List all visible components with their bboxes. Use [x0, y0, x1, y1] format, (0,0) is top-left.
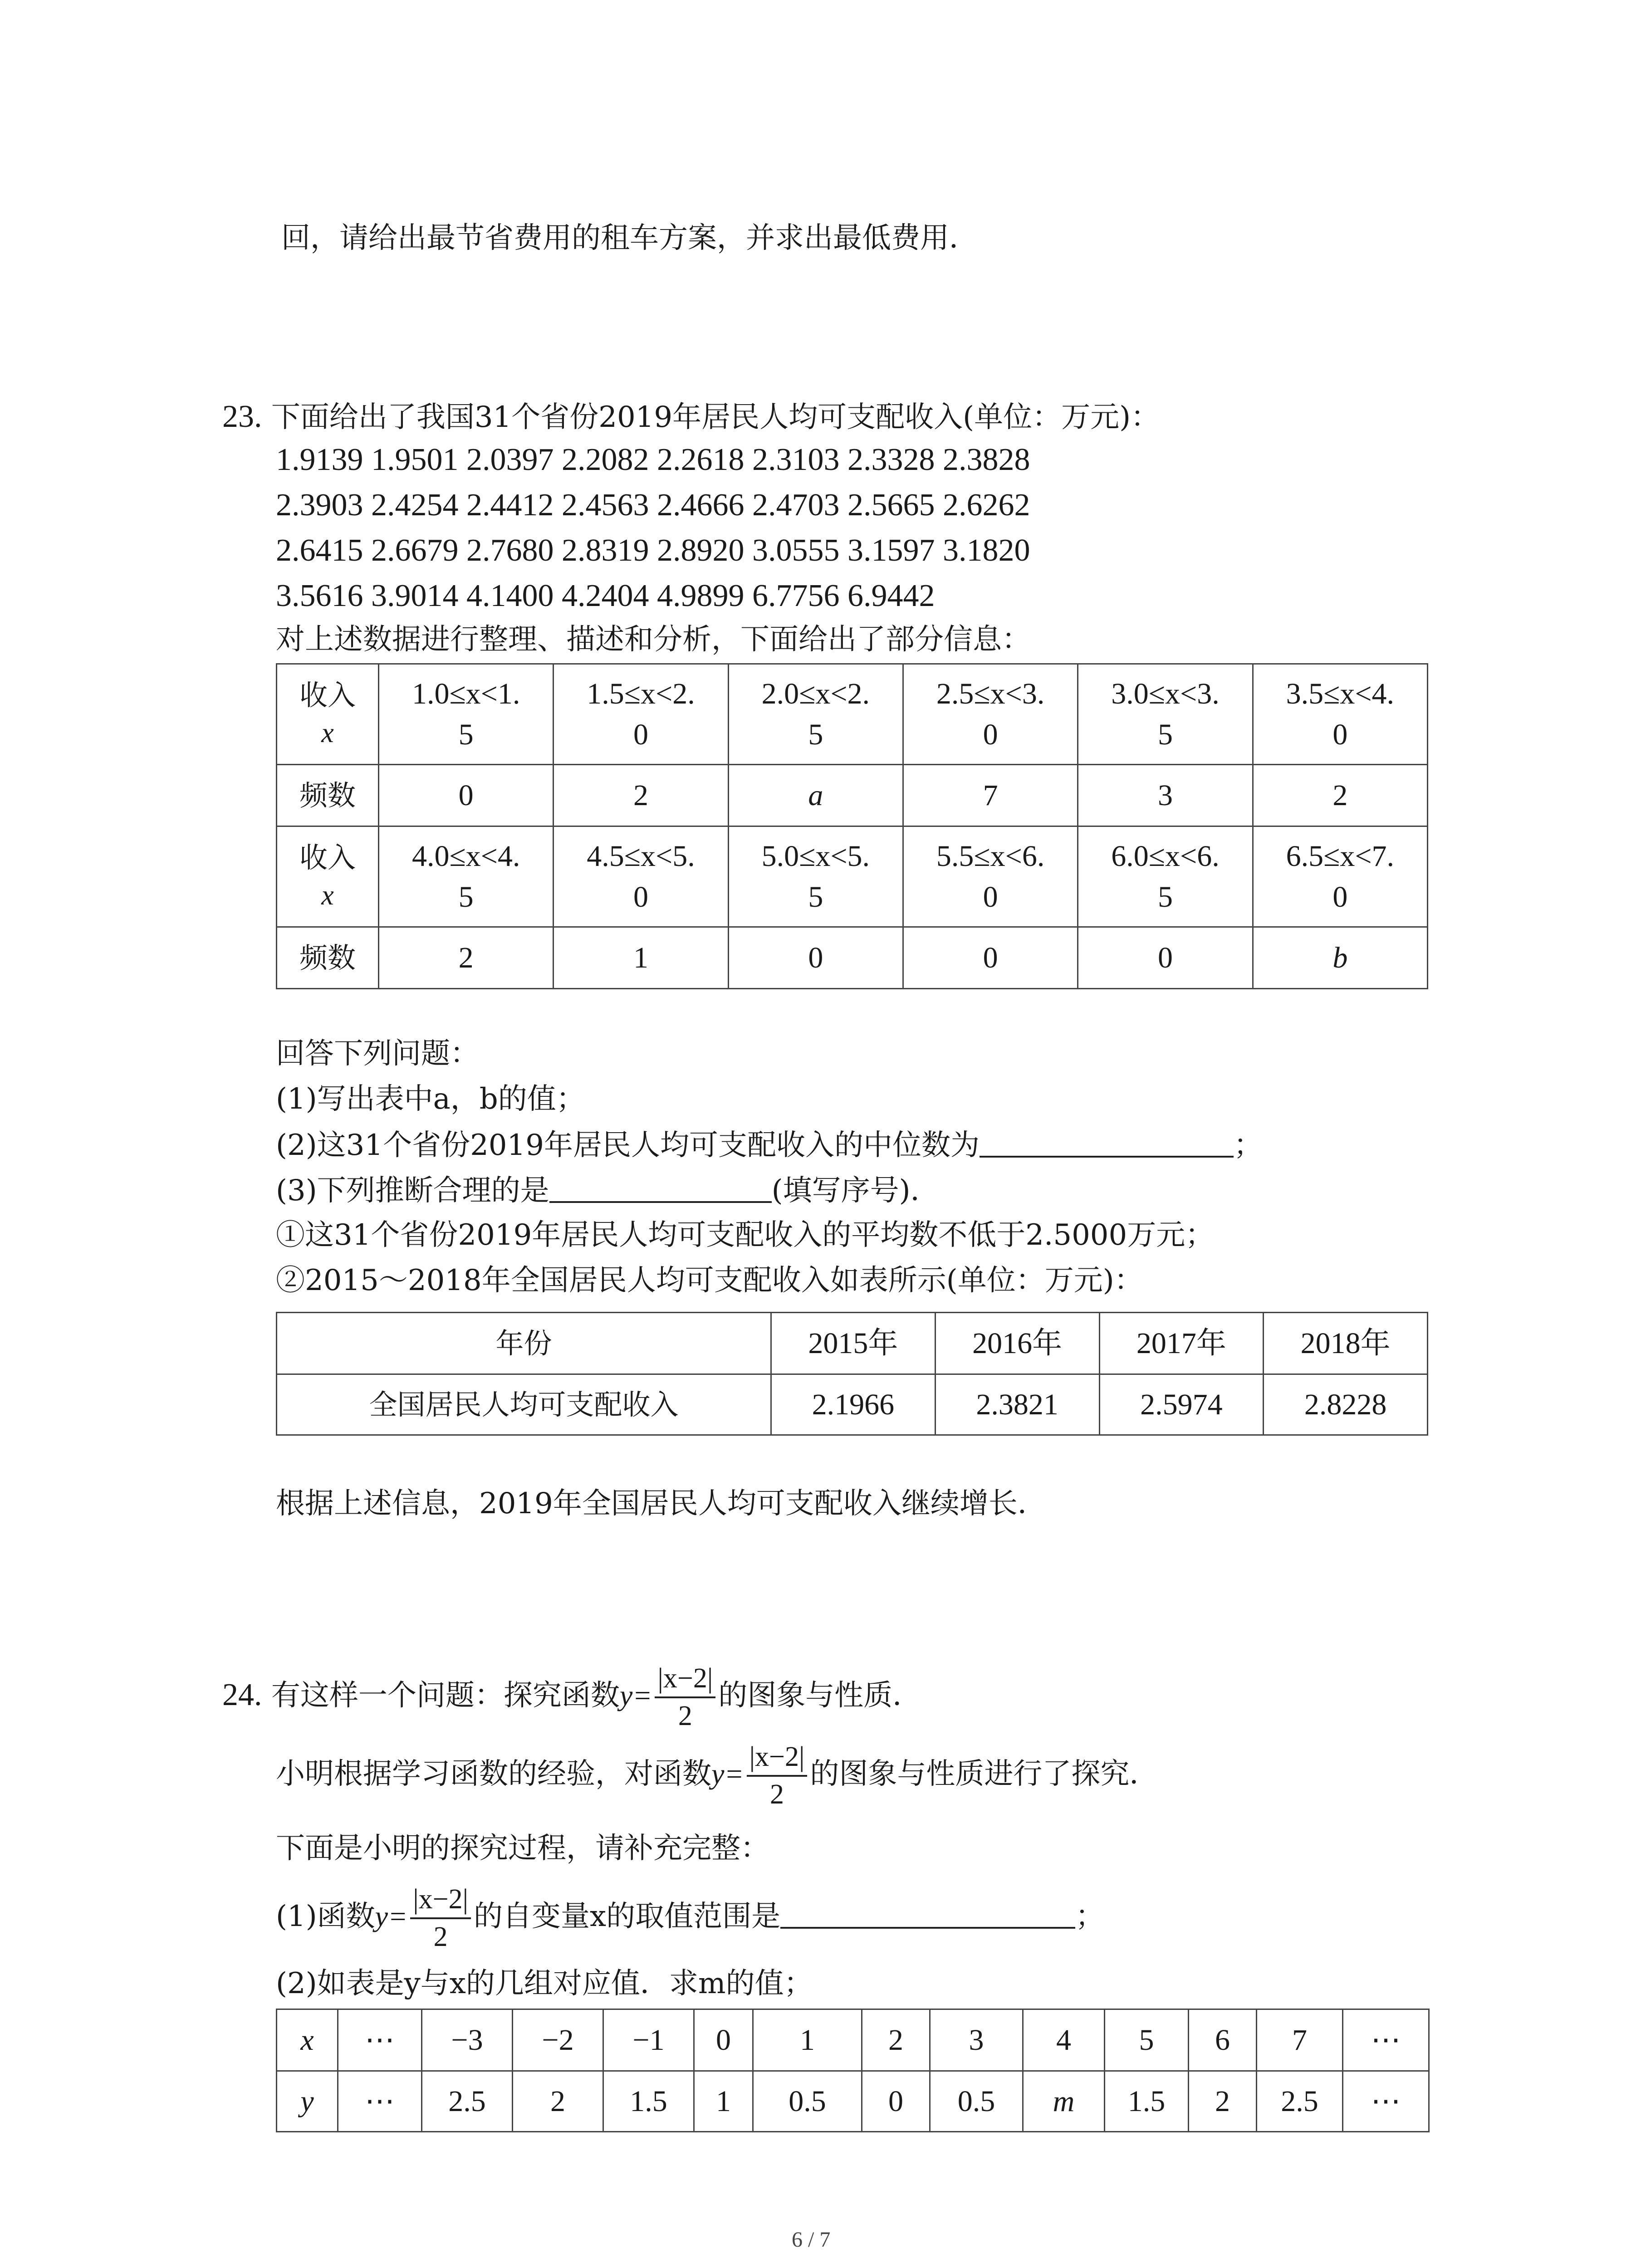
range-cell: 6.5≤x<7. 0 — [1253, 826, 1427, 927]
x-row-label: x — [277, 2009, 338, 2071]
question-number: 24. — [222, 1677, 262, 1712]
inference-item-1: ①这31个省份2019年居民人均可支配收入的平均数不低于2.5000万元； — [276, 1218, 1215, 1252]
q24-line1-text: 有这样一个问题：探究函数 — [271, 1678, 620, 1712]
q24-part-1-middle: 的自变量x的取值范围是 — [474, 1899, 781, 1933]
frequency-cell: 0 — [728, 927, 903, 989]
inference-item-2: ②2015～2018年全国居民人均可支配收入如表所示(单位：万元)： — [276, 1264, 1143, 1297]
income-value-cell: 2.1966 — [771, 1374, 936, 1435]
y-value-cell: 1.5 — [603, 2071, 694, 2132]
q24-line2-end: 的图象与性质进行了探究． — [810, 1757, 1159, 1791]
frequency-cell: 1 — [554, 927, 728, 989]
question-part-2-text: (2)这31个省份2019年居民人均可支配收入的中位数为 — [276, 1129, 980, 1162]
frequency-cell: b — [1253, 927, 1427, 989]
frequency-cell: 0 — [1078, 927, 1253, 989]
x-label: x — [321, 717, 334, 748]
function-lhs: y= — [711, 1757, 744, 1790]
question-intro: 下面给出了我国31个省份2019年居民人均可支配收入(单位：万元)： — [271, 401, 1160, 434]
x-value-cell: 4 — [1023, 2009, 1105, 2071]
fraction-denominator: 2 — [769, 1779, 784, 1810]
y-value-cell: 0.5 — [930, 2071, 1023, 2132]
x-value-cell: 7 — [1257, 2009, 1343, 2071]
y-value-cell: 2 — [1189, 2071, 1257, 2132]
income-label-cell — [277, 664, 379, 765]
data-line: 2.3903 2.4254 2.4412 2.4563 2.4666 2.4703 2.5665 2.6262 — [276, 488, 1030, 523]
frequency-label: 频数 — [277, 765, 379, 826]
conclusion-text: 根据上述信息，2019年全国居民人均可支配收入继续增长． — [276, 1487, 1047, 1520]
table-row — [277, 2009, 1429, 2071]
y-row-label: y — [277, 2071, 338, 2132]
function-fraction — [655, 1662, 715, 1733]
frequency-cell: 0 — [903, 927, 1078, 989]
q24-part-1 — [276, 1883, 1104, 1954]
table-intro: 对上述数据进行整理、描述和分析，下面给出了部分信息： — [276, 623, 1031, 656]
income-label-cell — [277, 826, 379, 927]
y-value-cell: 1 — [694, 2071, 753, 2132]
x-value-cell: ⋯ — [338, 2009, 422, 2071]
frequency-cell: 0 — [379, 765, 554, 826]
range-cell: 1.0≤x<1. 5 — [379, 664, 554, 765]
range-cell: 2.5≤x<3. 0 — [903, 664, 1078, 765]
x-value-cell: 3 — [930, 2009, 1023, 2071]
table-row — [277, 664, 1428, 765]
range-cell: 2.0≤x<2. 5 — [728, 664, 903, 765]
y-value-cell: 0.5 — [753, 2071, 862, 2132]
range-cell: 1.5≤x<2. 0 — [554, 664, 728, 765]
question-24 — [222, 1662, 921, 1733]
year-cell: 2016年 — [935, 1313, 1099, 1374]
answer-blank[interactable] — [980, 1129, 1234, 1158]
function-lhs: y= — [619, 1679, 652, 1711]
table-row — [277, 765, 1428, 826]
question-number: 23. — [222, 399, 262, 434]
income-label: 收入 — [299, 841, 356, 874]
answer-blank[interactable] — [549, 1174, 772, 1203]
answer-blank[interactable] — [780, 1900, 1075, 1929]
x-value-cell: 6 — [1189, 2009, 1257, 2071]
x-value-cell: ⋯ — [1343, 2009, 1429, 2071]
question-part-3-text: (3)下列推断合理的是 — [276, 1174, 549, 1207]
punctuation: ； — [1233, 1129, 1263, 1162]
y-value-cell: 2.5 — [422, 2071, 513, 2132]
table-row — [277, 826, 1428, 927]
x-value-cell: 0 — [694, 2009, 753, 2071]
range-cell: 4.0≤x<4. 5 — [379, 826, 554, 927]
function-lhs: y= — [375, 1900, 408, 1932]
x-value-cell: 1 — [753, 2009, 862, 2071]
income-value-cell: 2.3821 — [935, 1374, 1099, 1435]
fraction-denominator: 2 — [433, 1921, 448, 1953]
x-value-cell: 2 — [862, 2009, 930, 2071]
data-line: 3.5616 3.9014 4.1400 4.2404 4.9899 6.7756 6.9442 — [276, 578, 935, 613]
data-line: 1.9139 1.9501 2.0397 2.2082 2.2618 2.3103 2.3328 2.3828 — [276, 442, 1030, 477]
y-value-cell: m — [1023, 2071, 1105, 2132]
question-23 — [222, 399, 1160, 434]
year-cell: 2017年 — [1099, 1313, 1264, 1374]
x-value-cell: −3 — [422, 2009, 513, 2071]
range-cell: 6.0≤x<6. 5 — [1078, 826, 1253, 927]
table-row — [277, 2071, 1429, 2132]
q24-line3: 下面是小明的探究过程，请补充完整： — [276, 1832, 769, 1865]
fraction-numerator: |x−2| — [410, 1883, 471, 1919]
year-cell: 2018年 — [1264, 1313, 1428, 1374]
frequency-cell: a — [728, 765, 903, 826]
punctuation: ； — [1075, 1899, 1105, 1933]
fraction-numerator: |x−2| — [655, 1662, 715, 1698]
frequency-cell: 2 — [554, 765, 728, 826]
question-part-2 — [276, 1129, 1263, 1161]
y-value-cell: ⋯ — [338, 2071, 422, 2132]
income-row-label: 全国居民人均可支配收入 — [277, 1374, 771, 1435]
q22-tail-text: 回，请给出最节省费用的租车方案，并求出最低费用． — [281, 221, 978, 255]
table-row — [277, 927, 1428, 989]
questions-intro: 回答下列问题： — [276, 1037, 479, 1070]
q24-part-2: (2)如表是y与x的几组对应值．求m的值； — [276, 1967, 813, 2000]
q24-part-1-text: (1)函数 — [276, 1899, 375, 1933]
x-value-cell: −2 — [513, 2009, 603, 2071]
x-value-cell: 5 — [1105, 2009, 1189, 2071]
y-value-cell: 2 — [513, 2071, 603, 2132]
q24-line2 — [276, 1741, 1158, 1811]
function-fraction — [410, 1883, 471, 1954]
table-row — [277, 1313, 1428, 1374]
frequency-cell: 2 — [379, 927, 554, 989]
frequency-cell: 2 — [1253, 765, 1427, 826]
fraction-numerator: |x−2| — [747, 1741, 808, 1777]
income-value-cell: 2.8228 — [1264, 1374, 1428, 1435]
table-row — [277, 1374, 1428, 1435]
range-cell: 4.5≤x<5. 0 — [554, 826, 728, 927]
fraction-denominator: 2 — [678, 1701, 692, 1732]
y-value-cell: 2.5 — [1257, 2071, 1343, 2132]
income-value-cell: 2.5974 — [1099, 1374, 1264, 1435]
frequency-table — [276, 663, 1428, 989]
page-number: 6 / 7 — [792, 2228, 831, 2252]
frequency-cell: 7 — [903, 765, 1078, 826]
year-cell: 2015年 — [771, 1313, 936, 1374]
frequency-cell: 3 — [1078, 765, 1253, 826]
frequency-label: 频数 — [277, 927, 379, 989]
data-line: 2.6415 2.6679 2.7680 2.8319 2.8920 3.0555 3.1597 3.1820 — [276, 533, 1030, 568]
national-income-table — [276, 1312, 1428, 1436]
xy-value-table — [276, 2009, 1430, 2132]
y-value-cell: 1.5 — [1105, 2071, 1189, 2132]
range-cell: 5.5≤x<6. 0 — [903, 826, 1078, 927]
range-cell: 3.0≤x<3. 5 — [1078, 664, 1253, 765]
question-part-3 — [276, 1174, 940, 1207]
question-part-1: (1)写出表中a，b的值； — [276, 1082, 585, 1116]
range-cell: 3.5≤x<4. 0 — [1253, 664, 1427, 765]
q24-line2-text: 小明根据学习函数的经验，对函数 — [276, 1757, 711, 1791]
function-fraction — [747, 1741, 808, 1811]
x-value-cell: −1 — [603, 2009, 694, 2071]
y-value-cell: 0 — [862, 2071, 930, 2132]
year-header-label: 年份 — [277, 1313, 771, 1374]
q24-line1-end: 的图象与性质． — [718, 1678, 922, 1712]
income-label: 收入 — [299, 678, 356, 712]
x-label: x — [321, 880, 334, 911]
question-part-3-end: (填写序号)． — [771, 1174, 940, 1207]
range-cell: 5.0≤x<5. 5 — [728, 826, 903, 927]
y-value-cell: ⋯ — [1343, 2071, 1429, 2132]
